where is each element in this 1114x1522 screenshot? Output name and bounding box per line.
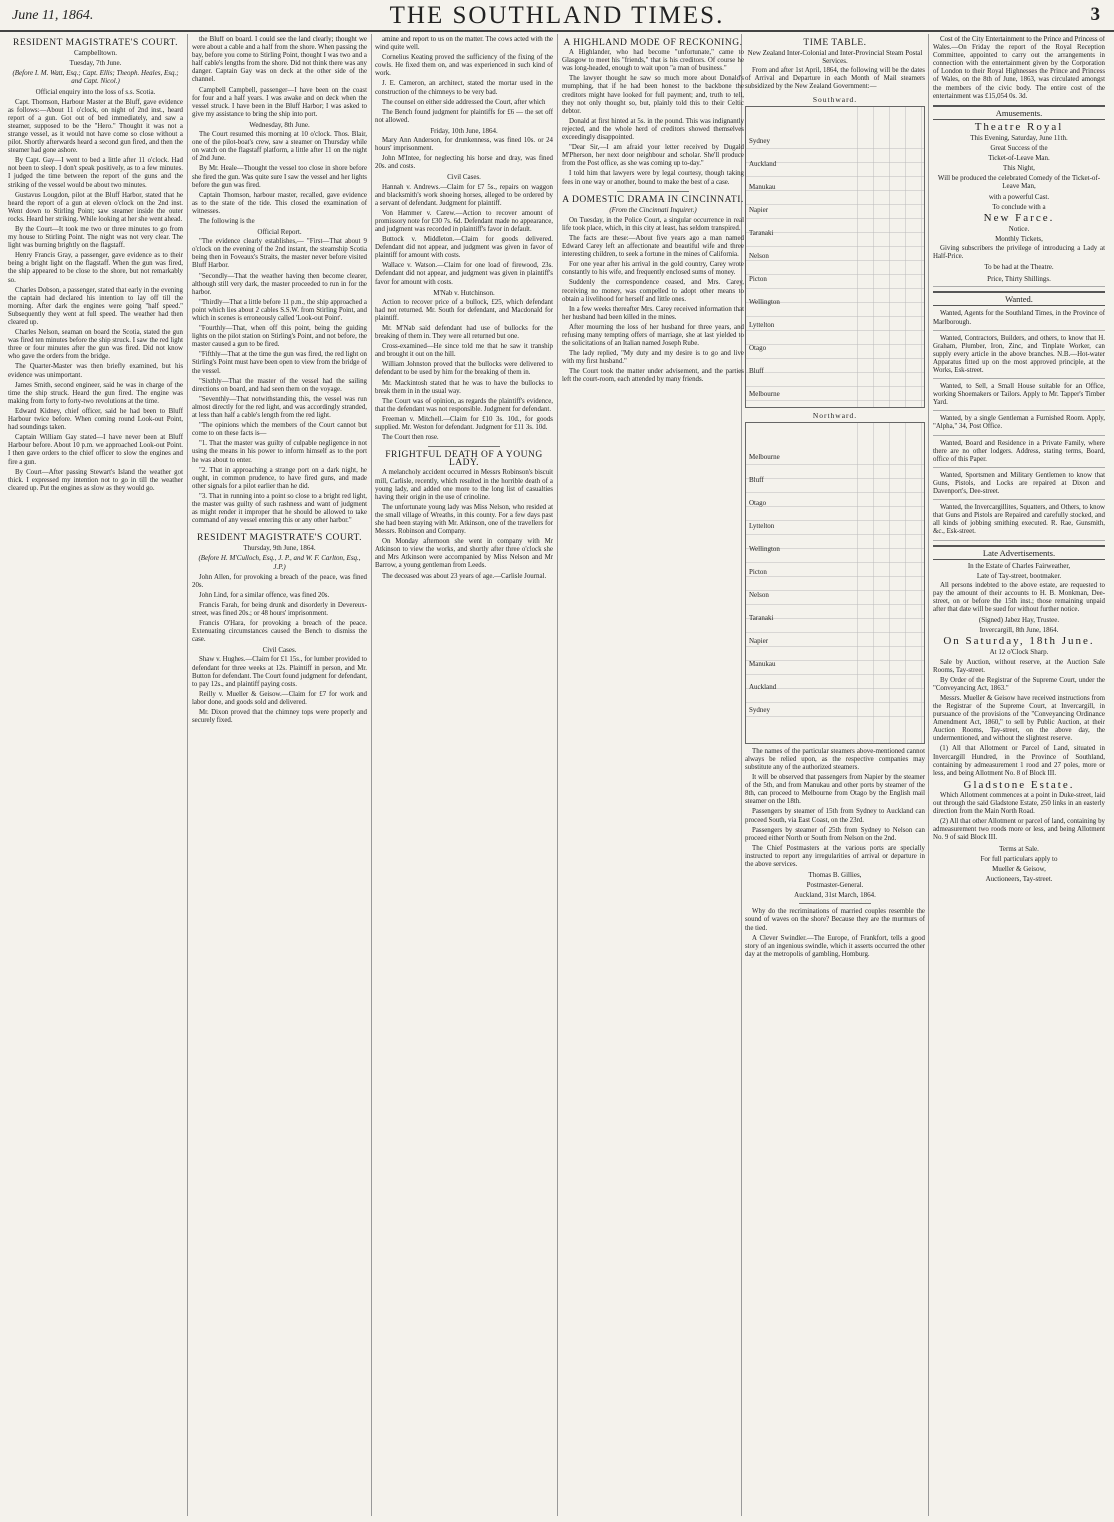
ad-line: (Signed) Jabez Hay, Trustee. <box>978 616 1060 625</box>
timetable-place: Lyttelton <box>749 521 775 530</box>
paragraph: Freeman v. Mitchell.—Claim for £10 3s. 10d., for goods supplied. Mr. Weston for defendant. Judgment for £11 3s. 10d. <box>375 415 553 432</box>
paragraph: Buttock v. Middleton.—Claim for goods delivered. Defendant did not appear, and judgment was given in favor of plaintiff for amount with costs. <box>375 236 553 260</box>
column-3 <box>375 36 553 1514</box>
paragraph: Mr. Dixon proved that the chimney tops were properly and securely fixed. <box>192 709 367 725</box>
paragraph: Reilly v. Mueller & Geisow.—Claim for £7 for work and labor done, and goods sold and delivered. <box>192 690 367 706</box>
paragraph: "2. That in approaching a strange port on a dark night, he ought, in common prudence, to have fired guns, and made other signals for a pilot earlier than he did. <box>192 466 367 490</box>
paragraph: The unfortunate young lady was Miss Nelson, who resided at the small village of Wreaths, in this county. For a few days past she had been staying with Mr. Atkinson, one of the travellers for Messrs. Robinson and Company. <box>375 503 553 536</box>
paragraph: "Dear Sir,—I am afraid your letter received by Dugald M'Pherson, her next door neighbour and scholar. She'll produce from the Post office, as she was coming up to-day." <box>562 144 744 168</box>
session-date: Tuesday, 7th June. <box>69 59 122 68</box>
paragraph: "Secondly—That the weather having then become clearer, although still very dark, the master proceeded to run in for the harbor. <box>192 272 367 296</box>
wanted-ad: Wanted, the Invercargillites, Squatters, and Others, to know that Guns and Pistols are Repaired and carefully stocked, and all kinds of jobbing smithing executed. R. Rae, Gunsmith, &c., Esk-street. <box>933 502 1105 540</box>
column-4 <box>562 36 744 1514</box>
timetable-place: Bluff <box>749 366 764 375</box>
source-line: (From the Cincinnati Inquirer.) <box>609 205 697 214</box>
section-heading: FRIGHTFUL DEATH OF A YOUNG LADY. <box>385 450 543 469</box>
bench: (Before H. M'Culloch, Esq., J. P., and W. F. Carlton, Esq., J.P.) <box>198 554 361 571</box>
paragraph: Cost of the City Entertainment to the Prince and Princess of Wales.—On Friday the report of the Royal Reception Committee, appointed to carry out the arrangements in connection with the entertainment given by the Corporation of London to their Royal Highnesses the Prince and Princess of Wales, on the 8th of June, 1863, was circulated amongst the members of the civic body. The entire cost of the entertainment was £15,054 0s. 3d. <box>933 36 1105 100</box>
paragraph: Captain William Gay stated—I have never been at Bluff Harbour before. About 10 p.m. we approached Look-out Point. I then gave orders to the chief officer to slow the engines and fire a gun. <box>8 434 183 466</box>
paragraph: The following is the <box>199 217 255 225</box>
timetable-place: Auckland <box>749 682 777 691</box>
wanted-ad: Wanted, Sportsmen and Military Gentlemen to know that Guns, Pistols, and Locks are repaired at Dixon and Davenport's, Dee-street. <box>933 470 1105 500</box>
paragraph: On Tuesday, in the Police Court, a singular occurrence in real life took place, which, in this city at least, has seldom transpired. <box>562 216 744 232</box>
terms-heading: Terms at Sale. <box>999 844 1039 853</box>
paragraph: Hannah v. Andrews.—Claim for £7 5s., repairs on waggon and blacksmith's work shoeing horses, alleged to be ordered by a servant of defendant. Judgment for plaintiff. <box>375 183 553 207</box>
paragraph: Von Hammer v. Carew.—Action to recover amount of promissory note for £30 7s. 6d. Defendant made no appearance, and judgment was recorded in plaintiff's favor in default. <box>375 209 553 233</box>
ad-line: with a powerful Cast. <box>988 192 1050 201</box>
paragraph: In a few weeks thereafter Mrs. Carey received information that her husband had been killed in the mines. <box>562 305 744 321</box>
paragraph: Mr. M'Nab said defendant had use of bullocks for the breaking of them in. They were all returned but one. <box>375 325 553 341</box>
wanted-ad: Wanted, Board and Residence in a Private Family, where there are no other lodgers. Address, stating terms, Board, office of this Paper. <box>933 438 1105 468</box>
paragraph: "1. That the master was guilty of culpable negligence in not using the means in his power to inform himself as to the port he was about to enter. <box>192 440 367 464</box>
paragraph: Wallace v. Watson.—Claim for one load of firewood, 23s. Defendant did not appear, and judgment was given in plaintiff's favor for amount with costs. <box>375 262 553 286</box>
paragraph: By Capt. Gay—I went to bed a little after 11 o'clock. Had not been to sleep. I don't speak positively, as to a few minutes. I judged the time between the report of the guns and the striking of the vessel would be about two minutes. <box>8 157 183 189</box>
paragraph: "The opinions which the members of the Court cannot but come to on these facts is— <box>192 422 367 438</box>
timetable-place: Taranaki <box>749 228 774 237</box>
timetable-place: Napier <box>749 636 769 645</box>
paragraph: A melancholy accident occurred in Messrs Robinson's biscuit mill, Carlisle, recently, which resulted in the horrible death of a young lady, and added one more to the long list of casualties having their origin in the use of crinoline. <box>375 469 553 501</box>
timetable-place: Nelson <box>749 251 769 260</box>
paragraph: John Allen, for provoking a breach of the peace, was fined 20s. <box>192 573 367 589</box>
paragraph: Cross-examined—He since told me that he saw it tranship and brought it out on the hill. <box>375 343 553 359</box>
wanted-ad: Wanted, Contractors, Builders, and others, to know that H. Graham, Plumber, Iron, Zinc, and Tinplate Worker, can supply every article in the above branches. N.B.—Hot-water Apparatus fitted up on the most approved principle, at the Works, Esk-street. <box>933 333 1105 379</box>
paragraph: The Court then rose. <box>382 434 439 442</box>
time-table-heading: TIME TABLE. <box>803 38 867 48</box>
new-farce: New Farce. <box>983 211 1055 224</box>
paragraph: Edward Kidney, chief officer, said he had been to Bluff Harbour twice before. When coming round Look-out Point, had soundings taken. <box>8 407 183 432</box>
paragraph: The lawyer thought he saw so much more about Donald's mumphing, that if he had been honest to the backbone the creditors might have looked for full payment; and, truth to tell, they not only thought so, but, plainly told this to their Celtic debtor. <box>562 75 744 115</box>
section-subheading: Campbelltown. <box>74 49 117 58</box>
divider <box>617 191 690 192</box>
ad-line: Auctioneers, Tay-street. <box>985 874 1053 883</box>
paragraph: the Bluff on board. I could see the land clearly; thought we were about a cable and a half from the shore. When passing the bay, before you come to Stirling Point, thought I was two and a half cable's lengths from the shore. Did not think there was any danger. Captain Gay was on deck at the other side of the channel. <box>192 36 367 84</box>
northward-table <box>745 422 925 744</box>
ad-line: To conclude with a <box>992 202 1046 211</box>
paragraph: It will be observed that passengers from Napier by the steamer of the 5th, and from Manukau and other ports by steamer of the 8th, can proceed to Melbourne from Otago by the English mail steamer on the 18th. <box>745 774 925 806</box>
signature: Thomas B. Gillies, <box>808 871 862 880</box>
wanted-ad: Wanted, Agents for the Southland Times, in the Province of Marlborough. <box>933 308 1105 330</box>
paragraph: The counsel on either side addressed the Court, after which <box>382 98 546 106</box>
paragraph: Mary Ann Anderson, for drunkenness, was fined 10s. or 24 hours' imprisonment. <box>375 137 553 153</box>
ad-line: To be had at the Theatre. <box>984 263 1054 272</box>
wanted-ad: Wanted, to Sell, a Small House suitable for an Office, working Shoemakers or Tailors. Apply to Mr. Tapper's Timber Yard. <box>933 381 1105 411</box>
service-title: New Zealand Inter-Colonial and Inter-Provincial Steam Postal Services. <box>747 49 923 66</box>
section-heading: RESIDENT MAGISTRATE'S COURT. <box>197 533 362 544</box>
signature-date: Auckland, 31st March, 1864. <box>794 891 876 900</box>
report-title: Official Report. <box>257 228 302 237</box>
paragraph: Passengers by steamer of 15th from Sydney to Auckland can proceed South, via East Coast, on the 23rd. <box>745 808 925 824</box>
ad-line: Will be produced the celebrated Comedy of the Ticket-of-Leave Man, <box>937 174 1101 191</box>
paragraph: John Lind, for a similar offence, was fined 20s. <box>199 591 330 599</box>
paragraph: Which Allotment commences at a point in Duke-street, laid out through the said Gladstone Estate, 250 links in an easterly direction from the Main North Road. <box>933 791 1105 816</box>
paragraph: The deceased was about 23 years of age.—Carlisle Journal. <box>382 572 547 580</box>
paragraph: The Chief Postmasters at the various ports are specially instructed to report any irregularities of arrival or departure in the above services. <box>745 844 925 868</box>
paragraph: From and after 1st April, 1864, the following will be the dates of Arrival and Departure in each Month of Mail steamers subsidized by the New Zealand Government:— <box>745 67 925 91</box>
paragraph: The Quarter-Master was then briefly examined, but his evidence was unimportant. <box>8 363 183 379</box>
paragraph: By Order of the Registrar of the Supreme Court, under the "Conveyancing Act, 1863." <box>933 676 1105 692</box>
paragraph: Charles Nelson, seaman on board the Scotia, stated the gun was fired ten minutes before the ship struck. I saw the red light three or four minutes after the gun was fired. Did not know who gave the orders from the bridge. <box>8 329 183 361</box>
paragraph: Giving subscribers the privilege of introducing a Lady at Half-Price. <box>933 244 1105 261</box>
paragraph: Captain Thomson, harbour master, recalled, gave evidence as to the state of the tide. This closed the examination of witnesses. <box>192 191 367 215</box>
paragraph: (1) All that Allotment or Parcel of Land, situated in Invercargill Hundred, in the Province of Southland, containing by admeasurement 1 rood and 27 poles, more or less, and being Allotment No. 8 of Block III. <box>933 745 1105 777</box>
bench: (Before I. M. Watt, Esq.; Capt. Ellis; Theoph. Heales, Esq.; and Capt. Nicol.) <box>12 69 179 86</box>
column-1 <box>8 36 183 1514</box>
timetable-place: Auckland <box>749 159 777 168</box>
timetable-place: Napier <box>749 205 769 214</box>
ad-line: Invercargill, 8th June, 1864. <box>979 626 1059 635</box>
ad-line: For full particulars apply to <box>980 854 1058 863</box>
paragraph: Messrs. Mueller & Geisow have received instructions from the Registrar of the Supreme Court, at Invercargill, in pursuance of the provisions of the "Conveyancing Ordinance Amendment Act, 1860," to sell by Public Auction, at their Auction Rooms, Tay-street, on the above day, the undermentioned, and without the slightest reserve. <box>933 694 1105 743</box>
northward-heading: Northward. <box>812 410 858 420</box>
civil-cases-heading: Civil Cases. <box>447 173 481 182</box>
paragraph: Campbell Campbell, passenger—I have been on the coast for four and a half years. I was awake and on deck when the vessel struck. I have been in the Bluff Harbor; I was asked to give my assistance to bring the ship into port. <box>192 86 367 118</box>
paragraph: "Fourthly—That, when off this point, being the guiding lights on the pilot station on Stirling's Point, and not before, the master caused a gun to be fired. <box>192 325 367 349</box>
paragraph: The names of the particular steamers above-mentioned cannot always be relied upon, as the respective companies may substitute any of the authorized steamers. <box>745 747 925 771</box>
paragraph: A Clever Swindler.—The Europe, of Frankfort, tells a good story of an ingenious swindle, which it asserts occurred the other day at the metropolis of gambling, Homburg. <box>745 934 925 958</box>
paragraph: J. E. Cameron, an architect, stated the mortar used in the construction of the chimneys to be very bad. <box>375 80 553 96</box>
signature-title: Postmaster-General. <box>806 881 864 890</box>
case-title: M'Nab v. Hutchinson. <box>433 288 495 297</box>
enquiry-title: Official enquiry into the loss of s.s. Scotia. <box>35 88 156 97</box>
paragraph: Henry Francis Gray, a passenger, gave evidence as to their being a bright light on the flagstaff. When the gun was fired, the ship appeared to be close to the shore, but not remarkably so. <box>8 252 183 284</box>
timetable-place: Manukau <box>749 182 776 191</box>
paragraph: The Bench found judgment for plaintiffs for £6 — the set off not allowed. <box>375 108 553 124</box>
paragraph: After mourning the loss of her husband for three years, and refusing many tempting offers of marriage, she at last yielded to the solicitations of an Italian named Joseph Rube. <box>562 323 744 348</box>
sale-date: On Saturday, 18th June. <box>943 635 1095 648</box>
timetable-place: Manukau <box>749 659 776 668</box>
paragraph: The facts are these:—About five years ago a man named Edward Carey left an affectionate and beautiful wife and three interesting children, to seek a fortune in the mines of California. <box>562 234 744 259</box>
paragraph: "Thirdly—That a little before 11 p.m., the ship approached a point which lies about 2 cables S.S.W. from Stirling Point, and which in scenes is erroneously called 'Look-out Point'. <box>192 298 367 322</box>
paragraph: Action to recover price of a bullock, £25, which defendant had not returned. Mr. South for defendant, and Macdonald for plaintiff. <box>375 298 553 322</box>
session-date: Friday, 10th June, 1864. <box>430 126 498 135</box>
divider <box>245 529 315 530</box>
paragraph: "The evidence clearly establishes,— "First—That about 9 o'clock on the evening of the 2nd instant, the steamship Scotia being then in Foveaux's Straits, the master never before visited Bluff Harbor. <box>192 238 367 270</box>
paragraph: Why do the recriminations of married couples resemble the sound of waves on the shore? Because they are the murmurs of the tied. <box>745 908 925 932</box>
civil-cases-heading: Civil Cases. <box>262 646 297 655</box>
paragraph: Francis O'Hara, for provoking a breach of the peace. Extenuating circumstances caused the Bench to dismiss the case. <box>192 620 367 644</box>
column-rule <box>928 34 929 1516</box>
paragraph: The Court was of opinion, as regards the plaintiff's evidence, that the defendant was not responsible. Judgment for defendant. <box>375 397 553 413</box>
paragraph: Charles Dobson, a passenger, stated that early in the evening the captain had declared his intention to lay off till the morning. After dark the engines were going "half speed." Subsequently they went at full speed. The weather had then cleared up. <box>8 286 183 326</box>
timetable-place: Wellington <box>749 544 780 553</box>
paragraph: Gustavus Lougdon, pilot at the Bluff Harbor, stated that he heard the report of a gun at eleven o'clock on the 2nd inst. Went down to Stirling Point; saw steamer inside the outer rocks. Heard her striking. While looking at her she went ahead. <box>8 191 183 223</box>
timetable-place: Melbourne <box>749 389 780 398</box>
paragraph: All persons indebted to the above estate, are requested to pay the amount of their accounts to H. B. Monkman, Dee-street, on or before the 15th inst.; those remaining unpaid after that date will be sued for without further notice. <box>933 581 1105 614</box>
ticket-price: Price, Thirty Shillings. <box>933 273 1105 287</box>
divider <box>428 446 499 447</box>
estate-heading: In the Estate of Charles Fairweather, <box>967 561 1071 570</box>
newspaper-title: THE SOUTHLAND TIMES. <box>389 2 725 29</box>
ad-line: This Night, <box>1003 164 1035 173</box>
column-5 <box>745 36 925 1514</box>
column-rule <box>371 34 372 1516</box>
paragraph: Donald at first hinted at 5s. in the pound. This was indignantly rejected, and the whole herd of creditors showed themselves exceedingly disappointed. <box>562 117 744 142</box>
timetable-place: Otago <box>749 343 767 352</box>
paragraph: "Sixthly—That the master of the vessel had the sailing directions on board, and had seen them on the voyage. <box>192 377 367 393</box>
theatre-date: This Evening, Saturday, June 11th. <box>970 133 1068 142</box>
monthly-tickets: Monthly Tickets, <box>995 234 1043 243</box>
wanted-heading: Wanted. <box>933 291 1105 306</box>
paragraph: Sale by Auction, without reserve, at the Auction Sale Rooms, Tay-street. <box>933 658 1105 674</box>
column-rule <box>187 34 188 1516</box>
timetable-place: Lyttelton <box>749 320 775 329</box>
column-rule <box>557 34 558 1516</box>
paragraph: "Seventhly—That notwithstanding this, the vessel was run almost directly for the red light, and was accordingly stranded, at less than half a cable's length from the red light. <box>192 395 367 420</box>
paragraph: amine and report to us on the matter. The cows acted with the wind quite well. <box>375 36 553 52</box>
paragraph: By Mr. Heale—Thought the vessel too close in shore before she fired the gun. Was quite sure I saw the vessel and her lights before the gun was fired. <box>192 165 367 189</box>
paragraph: Cornelius Keating proved the sufficiency of the fixing of the cowls. He fixed them on, and was experienced in such kind of work. <box>375 54 553 78</box>
ad-line: Great Success of the <box>990 144 1048 153</box>
session-date: Wednesday, 8th June. <box>249 120 310 129</box>
ad-line: Late of Tay-street, bootmaker. <box>976 571 1062 580</box>
ad-line: At 12 o'Clock Sharp. <box>989 648 1049 657</box>
paragraph: The Court resumed this morning at 10 o'clock. Thos. Blair, one of the pilot-boat's crew, saw a steamer on Thursday while on watch on the flagstaff platform, a little after 11 on the night of 2nd June. <box>192 131 367 163</box>
section-heading: A DOMESTIC DRAMA IN CINCINNATI. <box>562 194 744 205</box>
column-2 <box>192 36 367 1514</box>
paragraph: Capt. Thomson, Harbour Master at the Bluff, gave evidence as follows:—About 11 o'clock, on night of 2nd inst., heard report of a gun. Got out of bed immediately, and saw a steamer, supposed to be the "Hero." Thought it was not a strange vessel, as it would not have come so close without a pilot. Shortly afterwards heard a second gun fired, and then the steamer had gone ashore. <box>8 98 183 155</box>
paragraph: The Court took the matter under advisement, and the parties left the court-room, each attended by many friends. <box>562 368 744 384</box>
timetable-place: Nelson <box>749 590 769 599</box>
paragraph: Francis Farah, for being drunk and disorderly in Devereux-street, was fined 20s.; or 48 hours' imprisonment. <box>192 601 367 617</box>
southward-heading: Southward. <box>812 94 858 104</box>
paragraph: (2) All that other Allotment or parcel of land, containing by admeasurement two roods more or less, and being Allotment No. 9 of said Block III. <box>933 818 1105 842</box>
paragraph: John M'Intee, for neglecting his horse and dray, was fined 20s. and costs. <box>375 155 553 171</box>
timetable-place: Sydney <box>749 705 770 714</box>
session-date: Thursday, 9th June, 1864. <box>243 544 316 553</box>
paragraph: By Court—After passing Stewart's Island the weather got thick. I expressed my intention not to go in till the weather cleared up. Put the engines as slow as they would go. <box>8 468 183 492</box>
amusements-heading: Amusements. <box>933 105 1105 120</box>
section-heading: RESIDENT MAGISTRATE'S COURT. <box>13 38 178 48</box>
issue-date: June 11, 1864. <box>12 8 94 23</box>
paragraph: For one year after his arrival in the gold country, Carey wrote constantly to his wife, and frequently enclosed sums of money. <box>562 261 744 277</box>
paragraph: "3. That in running into a point so close to a bright red light, the master was guilty of such rashness and want of judgment as might render it improper that he should be allowed to take command of any vessel entering this or any other harbor." <box>192 492 367 525</box>
paragraph: Shaw v. Hughes.—Claim for £1 15s., for lumber provided to defendant for three weeks at 12s. Plaintiff in person, and Mr. Button for defendant. The Court found judgment for defendant, to pay 12s., and plaintiff paying costs. <box>192 656 367 688</box>
section-heading: A HIGHLAND MODE OF RECKONING. <box>563 38 743 48</box>
paragraph: I told him that lawyers were by legal courtesy, though taking fees in one way or another, bound to make the best of a case. <box>562 170 744 186</box>
paragraph: By the Court—It took me two or three minutes to go from my house to Stirling Point. The night was not very clear. The light was burning brightly on the flagstaff. <box>8 225 183 250</box>
timetable-place: Picton <box>749 274 767 283</box>
timetable-place: Taranaki <box>749 613 774 622</box>
paragraph: James Smith, second engineer, said he was in charge of the time the ship struck. Heard the gun fired. The engine was making from forty to forty-two revolutions at the time. <box>8 381 183 405</box>
gladstone-estate: Gladstone Estate. <box>963 778 1075 791</box>
ad-line: Mueller & Geisow, <box>992 864 1046 873</box>
paragraph: "Fifthly—That at the time the gun was fired, the red light on Stirling's Point must have been open to view from the bridge of the vessel. <box>192 351 367 375</box>
paragraph: The lady replied, "My duty and my desire is to go and live with my first husband." <box>562 350 744 366</box>
theatre-royal: Theatre Royal <box>974 120 1064 133</box>
timetable-place: Picton <box>749 567 767 576</box>
paragraph: William Johnston proved that the bullocks were delivered to defendant to be used by him for the breaking of them in. <box>375 361 553 377</box>
divider <box>799 903 871 904</box>
timetable-place: Bluff <box>749 475 764 484</box>
timetable-place: Wellington <box>749 297 780 306</box>
timetable-place: Sydney <box>749 136 770 145</box>
late-ads-heading: Late Advertisements. <box>933 545 1105 560</box>
paragraph: Suddenly the correspondence ceased, and Mrs. Carey, receiving no money, was compelled to adopt other means to obtain a livelihood for herself and little ones. <box>562 279 744 303</box>
paragraph: On Monday afternoon she went in company with Mr Atkinson to view the works, and shortly after three o'clock she and Mrs Atkinson were accompanied by Miss Nelson and Mr Barrow, a young gentleman from Leeds. <box>375 538 553 570</box>
masthead <box>0 0 1114 32</box>
timetable-place: Melbourne <box>749 452 780 461</box>
southward-table <box>745 106 925 408</box>
page-number: 3 <box>1090 4 1100 25</box>
paragraph: Mr. Mackintosh stated that he was to have the bullocks to break them in in the usual way. <box>375 379 553 395</box>
wanted-ad: Wanted, by a single Gentleman a Furnished Room. Apply, "Alpha," 34, Post Office. <box>933 413 1105 435</box>
paragraph: Passengers by steamer of 25th from Sydney to Nelson can proceed either North or South from Nelson on the 2nd. <box>745 826 925 842</box>
notice-heading: Notice. <box>1008 224 1030 233</box>
timetable-place: Otago <box>749 498 767 507</box>
ad-line: Ticket-of-Leave Man. <box>988 154 1050 163</box>
paragraph: A Highlander, who had become "unfortunate," came to Glasgow to meet his "friends," that is his creditors. Of course he was long-headed, enough to wait upon "a man of business." <box>562 49 744 73</box>
column-6 <box>933 36 1105 1514</box>
